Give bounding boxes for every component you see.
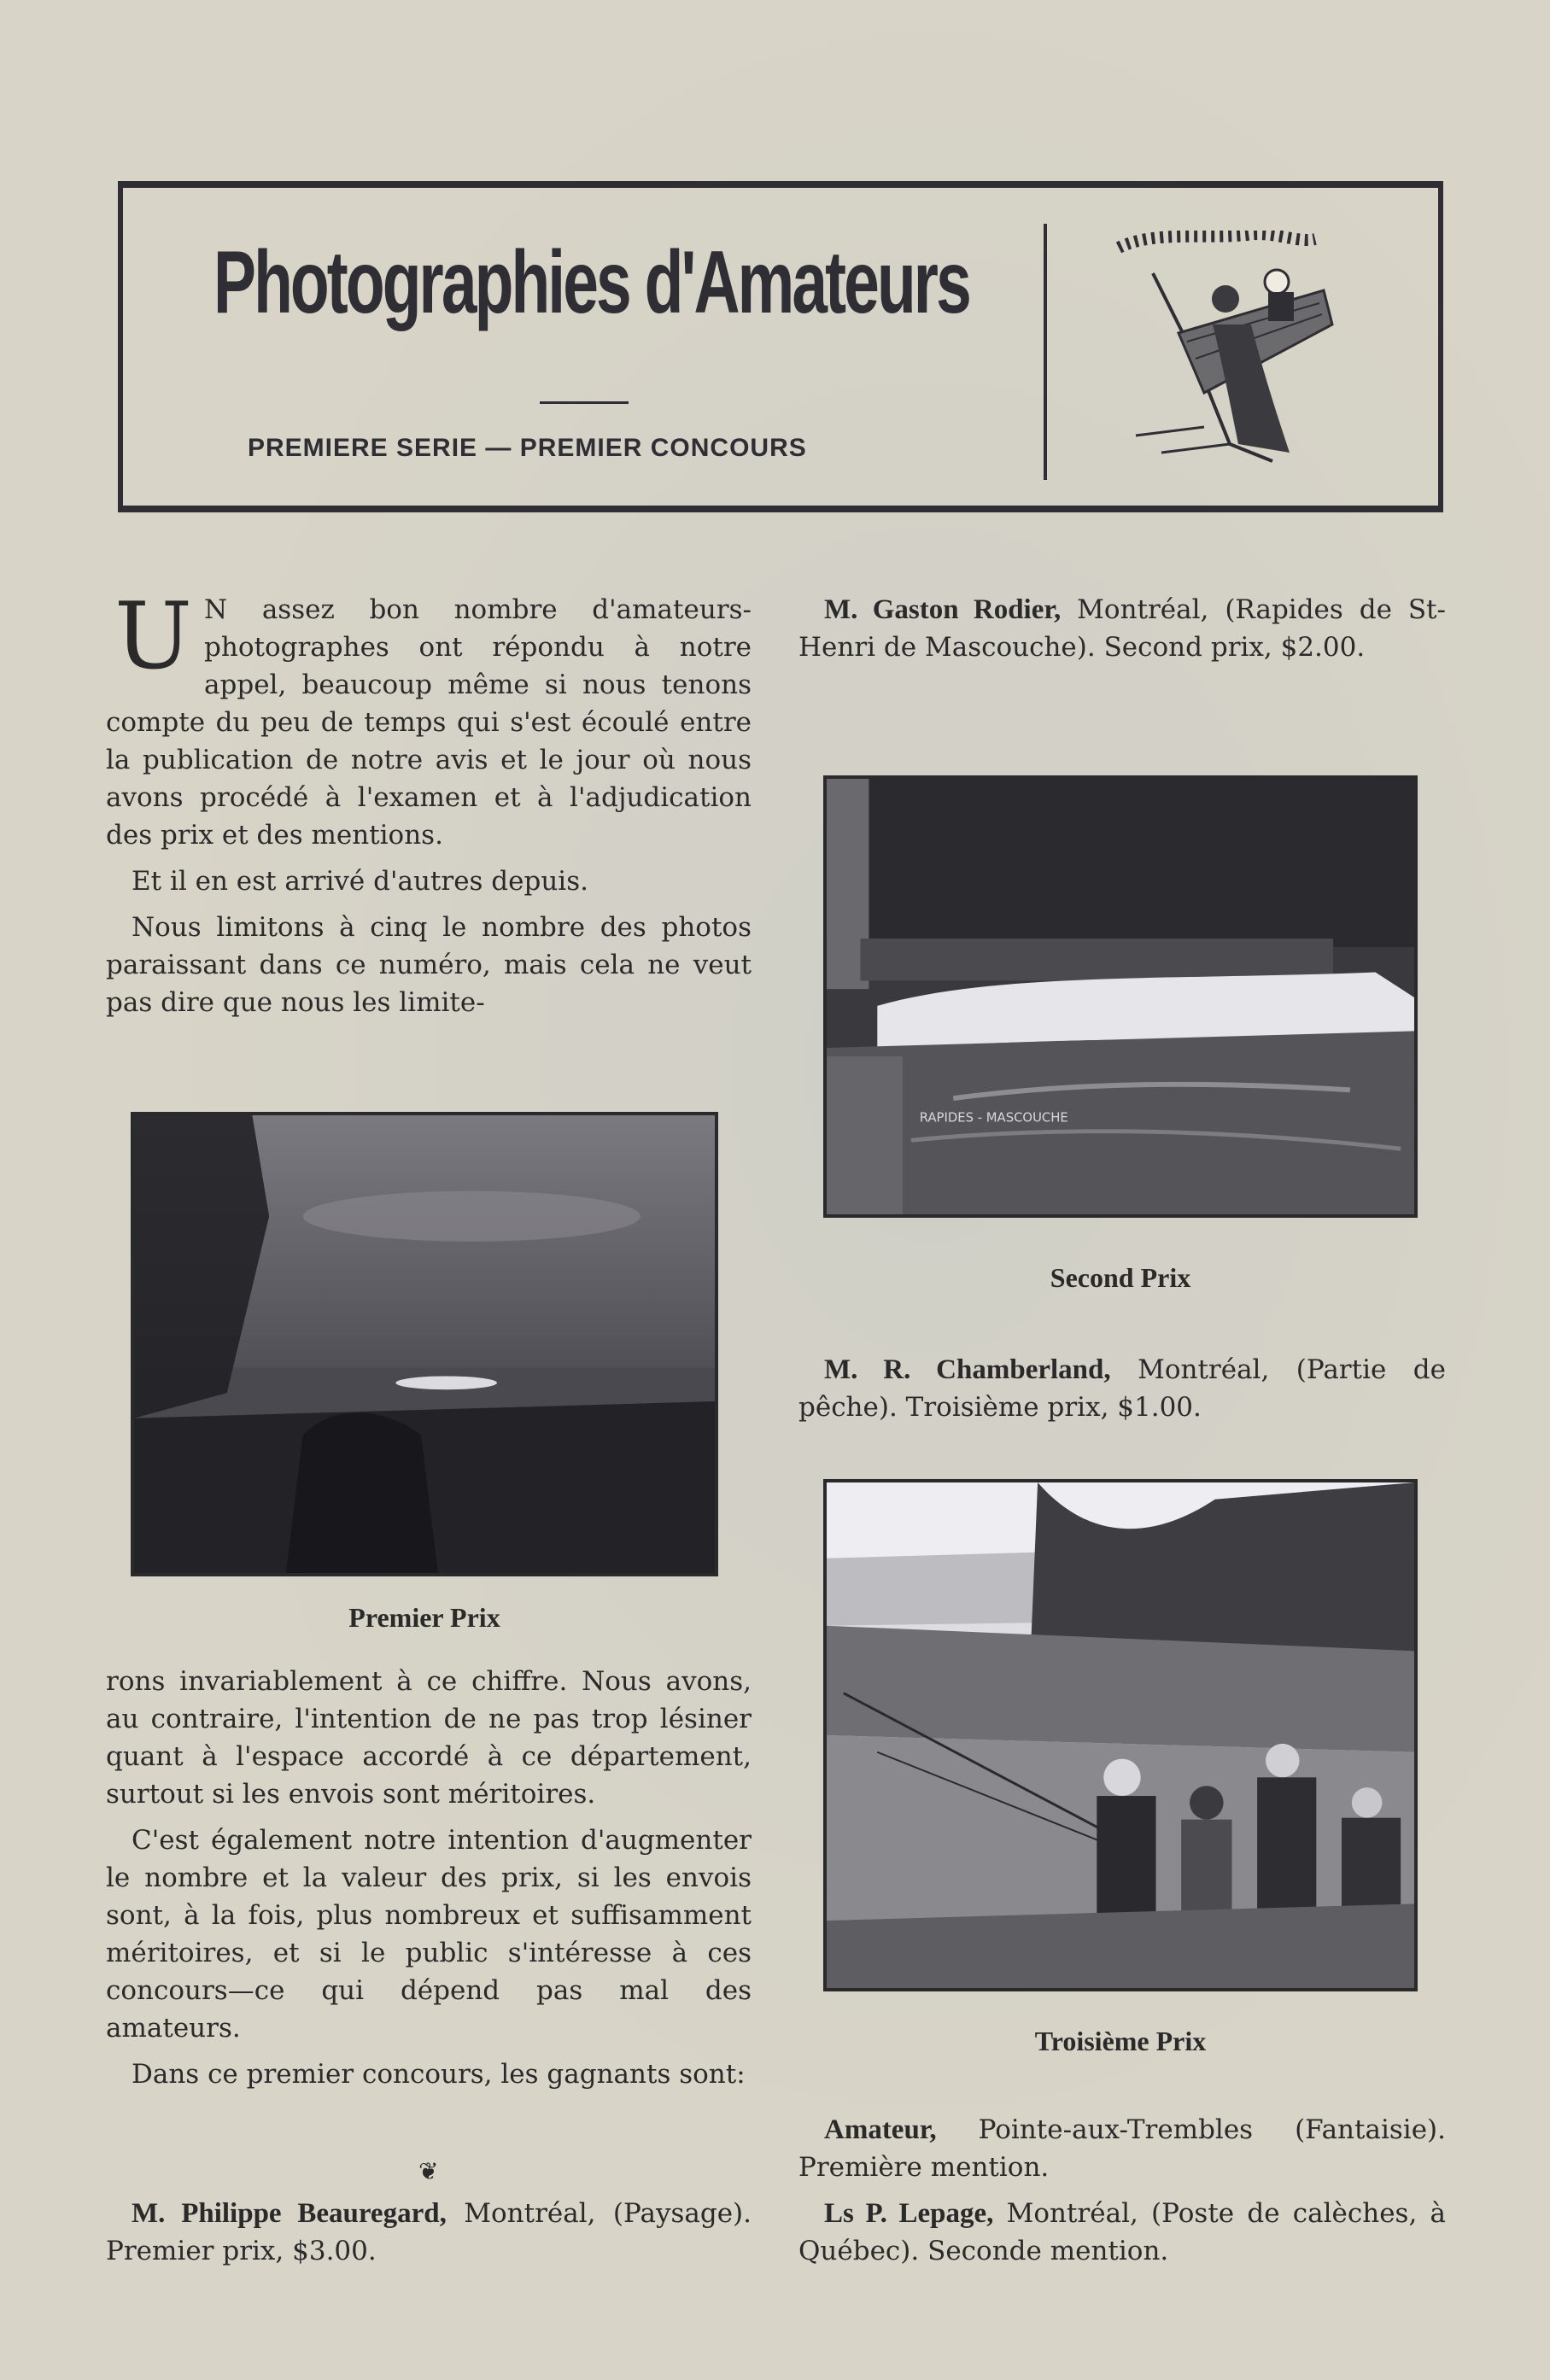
mentions bbox=[798, 2111, 1446, 2278]
continued-text bbox=[106, 1663, 752, 2102]
continued-paragraph-3: Dans ce premier concours, les gagnants sont: bbox=[132, 2059, 746, 2090]
page-title: Photographies d'Amateurs bbox=[213, 233, 969, 332]
caption-premier-prix: Premier Prix bbox=[348, 1602, 500, 1633]
mention-2-text: Montréal, (Poste de calèches, à Québec). Seconde mention. bbox=[798, 2198, 1447, 2266]
winner-1-name: M. Philippe Beauregard, bbox=[132, 2198, 447, 2229]
winner-1-text: Montréal, (Paysage). Premier prix, $3.00. bbox=[106, 2198, 752, 2266]
hammock-illustration bbox=[1102, 231, 1358, 478]
winner-2 bbox=[798, 591, 1446, 675]
rapids-label: RAPIDES - MASCOUCHE bbox=[919, 1110, 1068, 1126]
intro-paragraph-1: N assez bon nombre d'amateurs-photographes ont répondu à notre appel, beaucoup même si nous tenons compte du peu de temps qui s'est écoulé entre la publication de notre avis et le jour où nous avons procédé à l'examen et à l'adjudication des prix et des mentions. bbox=[106, 594, 752, 851]
mention-2-entry bbox=[798, 2195, 1446, 2270]
intro-paragraph-2: Et il en est arrivé d'autres depuis. bbox=[132, 866, 588, 897]
caption-troisieme-prix: Troisième Prix bbox=[1034, 2026, 1207, 2056]
winner-2-entry bbox=[798, 591, 1446, 666]
winner-1-entry bbox=[106, 2195, 752, 2270]
winner-2-text: Montréal, (Rapides de St-Henri de Mascouche). Second prix, $2.00. bbox=[798, 594, 1446, 663]
intro-text bbox=[106, 583, 752, 1030]
title-rule bbox=[540, 401, 629, 404]
winner-1 bbox=[106, 2195, 752, 2278]
mention-2-name: Ls P. Lepage, bbox=[824, 2198, 994, 2229]
winner-3-entry bbox=[798, 1351, 1446, 1426]
mention-1-text: Pointe-aux-Trembles (Fantaisie). Première mention. bbox=[798, 2114, 1446, 2183]
winner-3 bbox=[798, 1351, 1446, 1435]
continued-paragraph-1: rons invariablement à ce chiffre. Nous avons, au contraire, l'intention de ne pas trop lésiner quant à l'espace accordé à ce département, surtout si les envois sont méritoires. bbox=[106, 1666, 752, 1810]
page-subtitle: PREMIERE SERIE — PREMIER CONCOURS bbox=[248, 434, 807, 462]
photo-premier-prix bbox=[131, 1112, 718, 1576]
winner-2-name: M. Gaston Rodier, bbox=[824, 594, 1062, 625]
photo-troisieme-prix bbox=[823, 1479, 1418, 1991]
drop-cap: U bbox=[114, 583, 193, 690]
continued-paragraph-2: C'est également notre intention d'augmenter le nombre et la valeur des prix, si les envois sont, à la fois, plus nombreux et suffisamment méritoires, et si le public s'intéresse à ces concours—ce qui dépend pas mal des amateurs. bbox=[106, 1825, 752, 2044]
intro-paragraph-3: Nous limitons à cinq le nombre des photos paraissant dans ce numéro, mais cela ne veut pas dire que nous les limite- bbox=[106, 912, 752, 1018]
mention-1-entry bbox=[798, 2111, 1446, 2186]
winner-3-text: Montréal, (Partie de pêche). Troisième prix, $1.00. bbox=[798, 1354, 1446, 1423]
winner-3-name: M. R. Chamberland, bbox=[824, 1354, 1111, 1385]
header-divider bbox=[1044, 224, 1047, 480]
caption-second-prix: Second Prix bbox=[1050, 1262, 1191, 1293]
mention-1-name: Amateur, bbox=[824, 2114, 937, 2145]
ornament-icon: ❦ bbox=[418, 2157, 439, 2185]
photo-second-prix bbox=[823, 775, 1418, 1218]
